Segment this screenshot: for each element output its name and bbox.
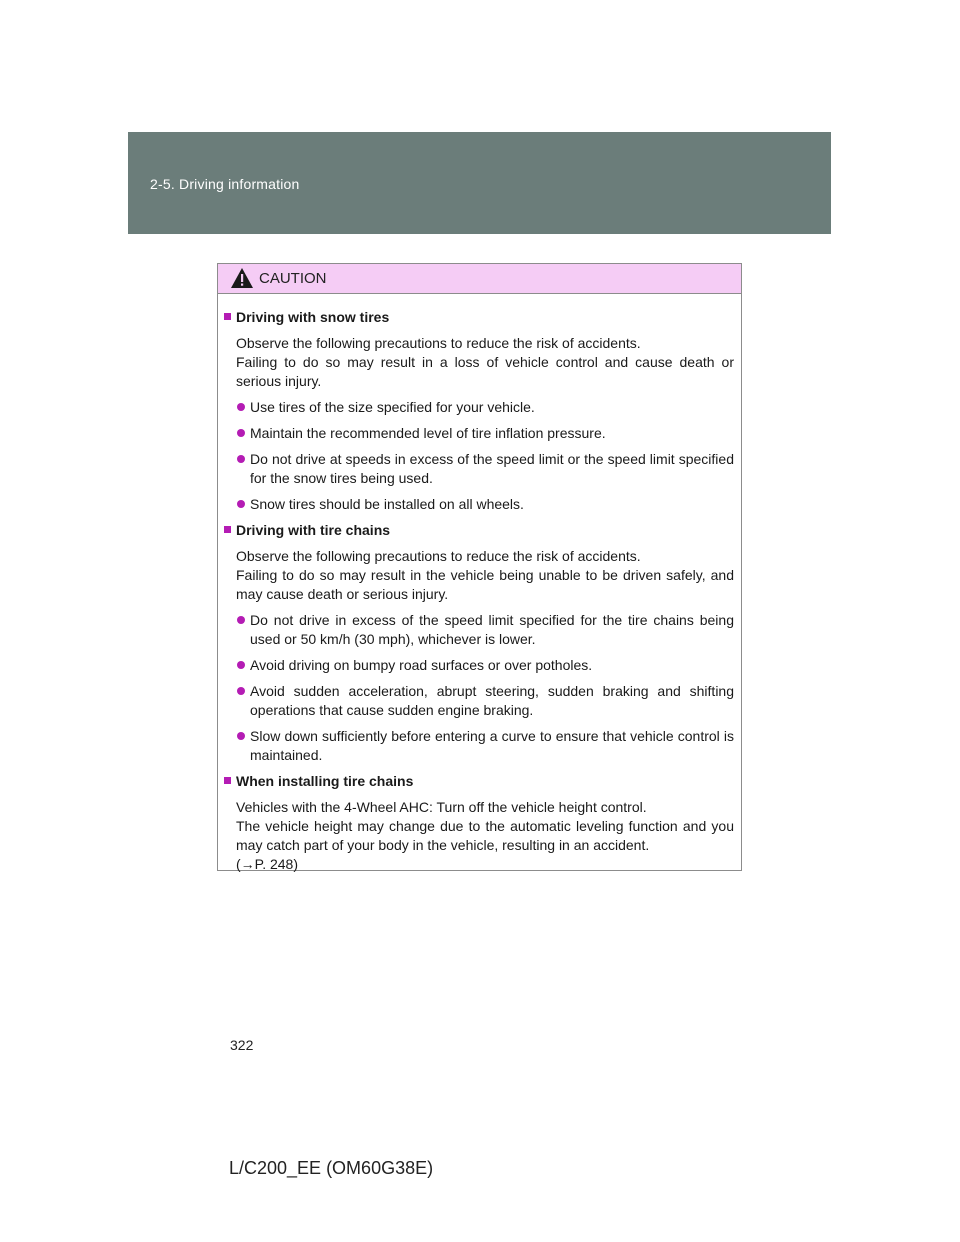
- list-item: Do not drive in excess of the speed limit specified for the tire chains being used or 50 km/h (30 mph), whichever is lower.: [224, 611, 734, 649]
- round-bullet-icon: [237, 661, 245, 669]
- list-item: Slow down sufficiently before entering a curve to ensure that vehicle control is maintained.: [224, 727, 734, 765]
- section-tire-chains: [224, 521, 734, 765]
- list-item: Avoid driving on bumpy road surfaces or over potholes.: [224, 656, 734, 675]
- round-bullet-icon: [237, 500, 245, 508]
- caution-label: CAUTION: [259, 270, 327, 287]
- paragraph: Observe the following precautions to reduce the risk of accidents. Failing to do so may result in a loss of vehicle control and cause death or serious injury.: [236, 335, 734, 389]
- page-reference-link[interactable]: (→P. 248): [236, 856, 298, 872]
- round-bullet-icon: [237, 687, 245, 695]
- section-title-heading: When installing tire chains: [224, 772, 734, 791]
- section-installing-chains: [224, 772, 734, 874]
- list-item: Do not drive at speeds in excess of the speed limit or the speed limit specified for the snow tires being used.: [224, 450, 734, 488]
- square-bullet-icon: [224, 777, 231, 784]
- header-band: [128, 132, 831, 234]
- section-snow-tires: [224, 308, 734, 514]
- paragraph: Observe the following precautions to reduce the risk of accidents. Failing to do so may result in the vehicle being unable to be driven safely, and may cause death or serious injury.: [236, 548, 734, 602]
- list-item: Snow tires should be installed on all wheels.: [224, 495, 734, 514]
- section-title-heading: Driving with tire chains: [224, 521, 734, 540]
- list-item: Maintain the recommended level of tire inflation pressure.: [224, 424, 734, 443]
- list-item: Use tires of the size specified for your vehicle.: [224, 398, 734, 417]
- round-bullet-icon: [237, 403, 245, 411]
- caution-body: [218, 294, 741, 874]
- document-code: L/C200_EE (OM60G38E): [229, 1158, 434, 1178]
- section-title: 2-5. Driving information: [150, 176, 300, 192]
- square-bullet-icon: [224, 313, 231, 320]
- section-title-heading: Driving with snow tires: [224, 308, 734, 327]
- paragraph: Vehicles with the 4-Wheel AHC: Turn off the vehicle height control. The vehicle height may change due to the automatic leveling function and you may catch part of your body in the vehicle, resulting in an accident. (→P. 248): [236, 799, 734, 872]
- caution-box: [217, 263, 742, 871]
- square-bullet-icon: [224, 526, 231, 533]
- caution-header: [218, 264, 741, 294]
- list-item: Avoid sudden acceleration, abrupt steering, sudden braking and shifting operations that cause sudden engine braking.: [224, 682, 734, 720]
- page-number: 322: [230, 1037, 254, 1053]
- round-bullet-icon: [237, 732, 245, 740]
- warning-triangle-icon: [230, 267, 254, 289]
- round-bullet-icon: [237, 616, 245, 624]
- round-bullet-icon: [237, 429, 245, 437]
- round-bullet-icon: [237, 455, 245, 463]
